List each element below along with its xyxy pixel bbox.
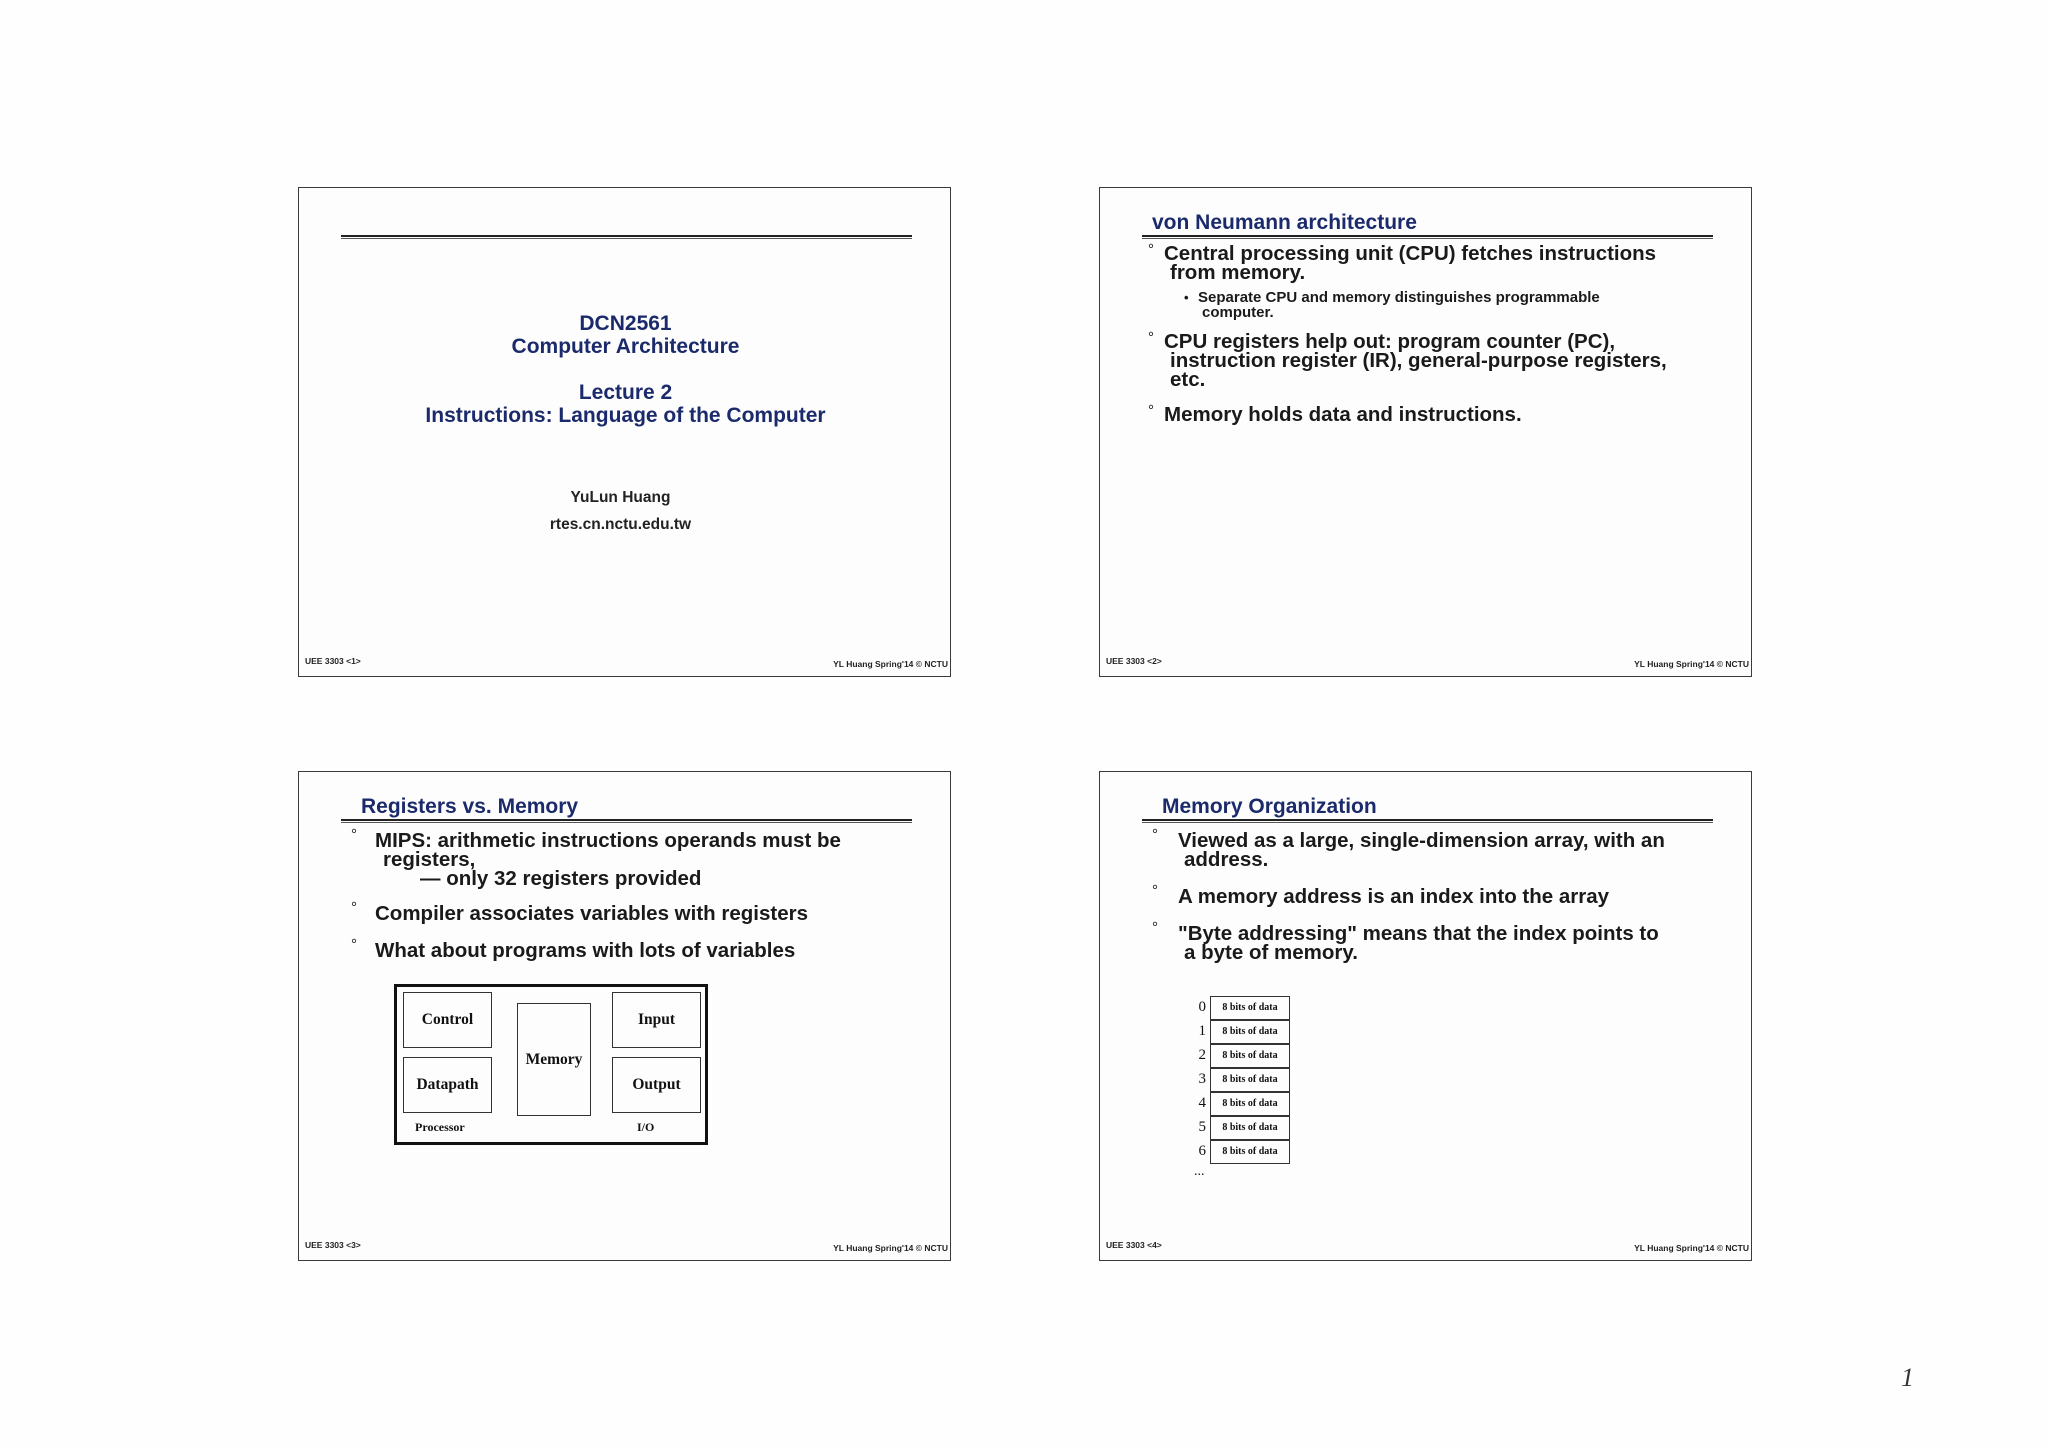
memory-address: 0 bbox=[1198, 999, 1206, 1015]
bullet-item bbox=[1148, 402, 1740, 426]
slide-1 bbox=[298, 187, 951, 677]
bullet-line: Memory holds data and instructions. bbox=[1164, 403, 1522, 426]
footer-copyright: YL Huang Spring'14 © NCTU bbox=[1634, 1243, 1749, 1253]
title-rule bbox=[1142, 235, 1713, 239]
memory-ellipsis: ... bbox=[1194, 1164, 1205, 1179]
bullet-line: Viewed as a large, single-dimension array, with an bbox=[1178, 829, 1665, 852]
bullet-marker: ° bbox=[1148, 329, 1154, 346]
slide-title: Memory Organization bbox=[1162, 795, 1377, 818]
slide-title: von Neumann architecture bbox=[1152, 211, 1417, 234]
footer-copyright: YL Huang Spring'14 © NCTU bbox=[1634, 659, 1749, 669]
author-name: YuLun Huang bbox=[570, 489, 671, 506]
bullet-line: MIPS: arithmetic instructions operands must be bbox=[375, 829, 841, 852]
bullet-list bbox=[351, 826, 943, 962]
slide-3 bbox=[298, 771, 951, 1261]
bullet-marker: ° bbox=[351, 936, 357, 953]
footer-slide-id: UEE 3303 <2> bbox=[1106, 656, 1162, 666]
bullet-item bbox=[351, 936, 943, 962]
bullet-line: instruction register (IR), general-purpose registers, bbox=[1170, 349, 1667, 372]
memory-cell: 8 bits of data bbox=[1210, 1116, 1290, 1140]
footer-copyright: YL Huang Spring'14 © NCTU bbox=[833, 1243, 948, 1253]
output-box: Output bbox=[612, 1057, 701, 1113]
sub-bullet-item bbox=[1184, 290, 1774, 320]
bullet-line: a byte of memory. bbox=[1184, 941, 1358, 964]
slide-2 bbox=[1099, 187, 1752, 677]
sub-bullet-line: computer. bbox=[1202, 304, 1274, 321]
memory-row bbox=[1194, 1116, 1314, 1140]
bullet-line: — only 32 registers provided bbox=[420, 867, 702, 890]
memory-cell: 8 bits of data bbox=[1210, 1044, 1290, 1068]
datapath-box: Datapath bbox=[403, 1057, 492, 1113]
course-name: Computer Architecture bbox=[511, 335, 740, 358]
bullet-line: Compiler associates variables with registers bbox=[375, 902, 808, 925]
bullet-marker: ° bbox=[1152, 919, 1158, 936]
memory-row bbox=[1194, 1044, 1314, 1068]
memory-address: 3 bbox=[1198, 1071, 1206, 1087]
title-rule bbox=[341, 819, 912, 823]
bullet-line: registers, bbox=[383, 848, 476, 871]
bullet-line: "Byte addressing" means that the index points to bbox=[1178, 922, 1659, 945]
memory-cell: 8 bits of data bbox=[1210, 1068, 1290, 1092]
bullet-line: etc. bbox=[1170, 368, 1206, 391]
page-number: 1 bbox=[1901, 1363, 1914, 1392]
processor-label: Processor bbox=[415, 1120, 465, 1134]
memory-cell: 8 bits of data bbox=[1210, 1092, 1290, 1116]
bullet-item bbox=[1152, 882, 1744, 908]
memory-row bbox=[1194, 996, 1314, 1020]
memory-row bbox=[1194, 1140, 1314, 1164]
computer-components-diagram bbox=[394, 984, 708, 1145]
memory-box: Memory bbox=[517, 1003, 591, 1116]
bullet-item bbox=[1148, 241, 1740, 284]
memory-address: 1 bbox=[1198, 1023, 1206, 1039]
bullet-item bbox=[1148, 329, 1740, 391]
memory-row bbox=[1194, 1092, 1314, 1116]
title-rule bbox=[341, 235, 912, 239]
bullet-marker: ° bbox=[351, 826, 357, 843]
author-website: rtes.cn.nctu.edu.tw bbox=[549, 516, 692, 533]
title-rule bbox=[1142, 819, 1713, 823]
control-box: Control bbox=[403, 992, 492, 1048]
bullet-line: CPU registers help out: program counter (PC), bbox=[1164, 330, 1616, 353]
bullet-line: What about programs with lots of variables bbox=[375, 939, 796, 962]
memory-cell: 8 bits of data bbox=[1210, 1020, 1290, 1044]
footer-slide-id: UEE 3303 <3> bbox=[305, 1240, 361, 1250]
bullet-item bbox=[351, 826, 943, 890]
slide-4 bbox=[1099, 771, 1752, 1261]
input-box: Input bbox=[612, 992, 701, 1048]
footer-slide-id: UEE 3303 <1> bbox=[305, 656, 361, 666]
bullet-item bbox=[1152, 826, 1744, 871]
bullet-line: A memory address is an index into the array bbox=[1178, 885, 1610, 908]
bullet-marker: ° bbox=[1152, 882, 1158, 899]
memory-array bbox=[1194, 996, 1314, 1196]
lecture-title: Instructions: Language of the Computer bbox=[425, 404, 826, 427]
footer-copyright: YL Huang Spring'14 © NCTU bbox=[833, 659, 948, 669]
bullet-marker: ° bbox=[1148, 241, 1154, 258]
bullet-item bbox=[1152, 919, 1744, 964]
footer-slide-id: UEE 3303 <4> bbox=[1106, 1240, 1162, 1250]
memory-address: 5 bbox=[1198, 1119, 1206, 1135]
slide-title: Registers vs. Memory bbox=[361, 795, 579, 818]
memory-address: 2 bbox=[1198, 1047, 1206, 1063]
bullet-line: Central processing unit (CPU) fetches instructions bbox=[1164, 242, 1657, 265]
bullet-line: from memory. bbox=[1170, 261, 1306, 284]
lecture-number: Lecture 2 bbox=[578, 381, 673, 404]
memory-row bbox=[1194, 1020, 1314, 1044]
memory-address: 4 bbox=[1198, 1095, 1206, 1111]
bullet-line: address. bbox=[1184, 848, 1269, 871]
memory-row bbox=[1194, 1068, 1314, 1092]
bullet-list bbox=[1152, 826, 1744, 964]
memory-cell: 8 bits of data bbox=[1210, 1140, 1290, 1164]
io-label: I/O bbox=[637, 1120, 655, 1134]
sub-bullet-line: Separate CPU and memory distinguishes programmable bbox=[1198, 289, 1600, 306]
bullet-marker: ° bbox=[1152, 826, 1158, 843]
sub-bullet-marker: • bbox=[1184, 290, 1189, 305]
memory-cell: 8 bits of data bbox=[1210, 996, 1290, 1020]
bullet-list bbox=[1148, 241, 1740, 426]
bullet-marker: ° bbox=[351, 899, 357, 916]
bullet-item bbox=[351, 899, 943, 925]
bullet-marker: ° bbox=[1148, 402, 1154, 419]
course-code: DCN2561 bbox=[579, 312, 672, 335]
memory-address: 6 bbox=[1198, 1143, 1206, 1159]
